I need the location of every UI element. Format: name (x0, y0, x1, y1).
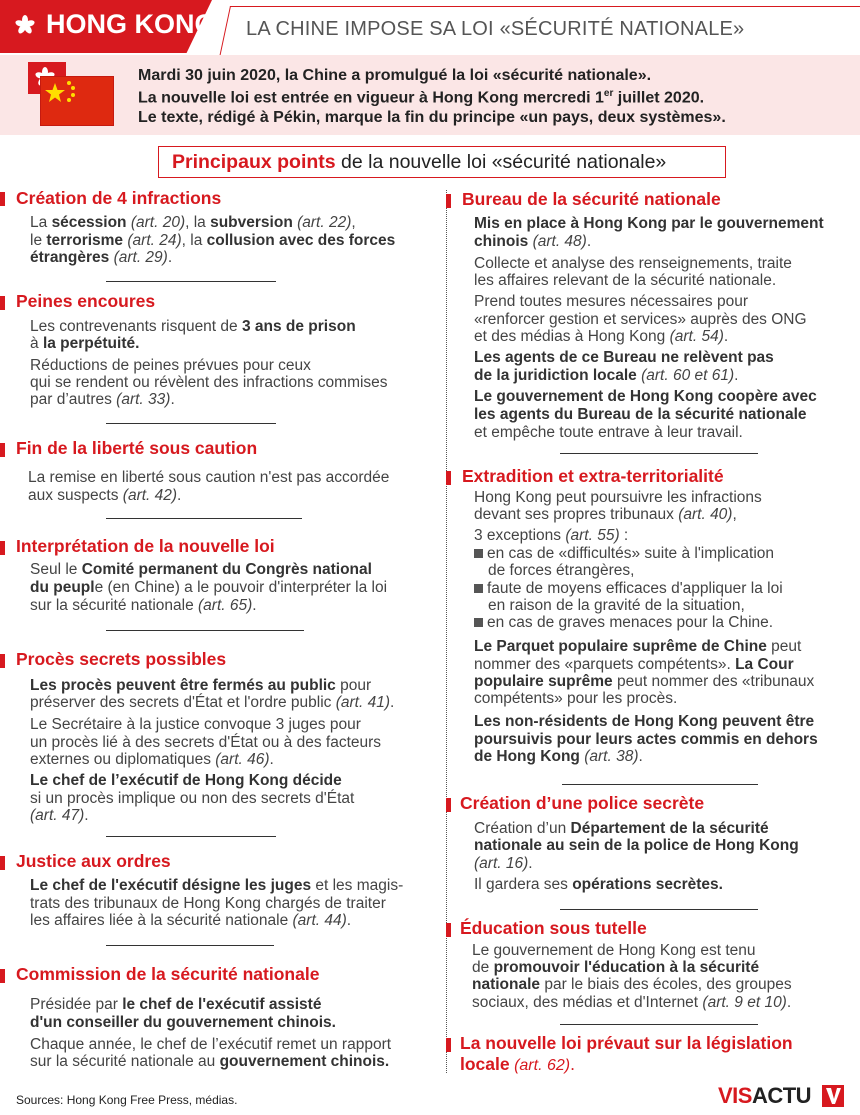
text-line: externes ou diplomatiques (art. 46). (30, 751, 274, 768)
text-line: le terrorisme (art. 24), la collusion avec des forces (30, 232, 396, 249)
bullet-icon (474, 584, 483, 593)
section-marker (0, 443, 5, 457)
text-line: de Hong Kong (art. 38). (474, 748, 643, 765)
text-line: chinois (art. 48). (474, 233, 592, 250)
separator (106, 945, 274, 946)
text-line: La remise en liberté sous caution n'est pas accordée (28, 469, 390, 486)
section-marker (0, 856, 5, 870)
text-line: si un procès implique ou non des secrets d'État (30, 790, 355, 807)
text-line: (art. 16). (474, 855, 533, 872)
section-title: Procès secrets possibles (16, 649, 227, 669)
bullet-icon (474, 549, 483, 558)
section-marker (0, 541, 5, 555)
text-line: de la juridiction locale (art. 60 et 61). (474, 367, 739, 384)
text-line: un procès lié à des secrets d'État ou à des facteurs (30, 734, 382, 751)
section-title: Création d’une police secrète (460, 793, 705, 813)
text-line: préserver des secrets d'État et l'ordre public (art. 41). (30, 694, 395, 711)
text-line: Réductions de peines prévues pour ceux (30, 357, 311, 374)
separator (560, 1024, 758, 1025)
section-marker (0, 296, 5, 310)
section-title: Interprétation de la nouvelle loi (16, 536, 275, 556)
visactu-logo-icon (822, 1085, 844, 1107)
page-title: LA CHINE IMPOSE SA LOI «SÉCURITÉ NATIONALE» (246, 18, 745, 40)
section-marker (0, 192, 5, 206)
text-line: Hong Kong peut poursuivre les infractions (474, 489, 762, 506)
bauhinia-icon (14, 14, 36, 36)
bullet-icon (474, 618, 483, 627)
text-line: Il gardera ses opérations secrètes. (474, 876, 723, 893)
text-line: Chaque année, le chef de l’exécutif remet un rapport (30, 1036, 392, 1053)
intro-line-3: Le texte, rédigé à Pékin, marque la fin du principe «un pays, deux systèmes». (138, 109, 726, 126)
text-line: compétents» pour les procès. (474, 690, 678, 707)
text-line: Les contrevenants risquent de 3 ans de prison (30, 318, 356, 335)
text-line: populaire suprême peut nommer des «tribunaux (474, 673, 815, 690)
text-line: «renforcer gestion et services» auprès des ONG (474, 311, 807, 328)
text-line: nationale par le biais des écoles, des groupes (472, 976, 792, 993)
separator (106, 518, 302, 519)
intro-line-1: Mardi 30 juin 2020, la Chine a promulgué la loi «sécurité nationale». (138, 67, 652, 84)
bullet-item: en cas de «difficultés» suite à l'implication (474, 545, 774, 562)
text-line: devant ses propres tribunaux (art. 40), (474, 506, 737, 523)
region-label: HONG KONG (46, 9, 216, 39)
sources-note: Sources: Hong Kong Free Press, médias. (16, 1093, 238, 1107)
text-line: les agents du Bureau de la sécurité nationale (474, 406, 807, 423)
section-title: Justice aux ordres (16, 851, 171, 871)
text-line: de promouvoir l'éducation à la sécurité (472, 959, 760, 976)
section-marker (446, 471, 451, 485)
text-line: Les agents de ce Bureau ne relèvent pas (474, 349, 774, 366)
text-line: Création d’un Département de la sécurité (474, 820, 769, 837)
section-marker (0, 969, 5, 983)
section-title: Commission de la sécurité nationale (16, 964, 320, 984)
section-marker (446, 923, 451, 937)
section-title: locale (art. 62). (460, 1054, 575, 1074)
section-title: Bureau de la sécurité nationale (462, 189, 721, 209)
text-line: trats des tribunaux de Hong Kong chargés de traiter (30, 895, 386, 912)
text-line: Les procès peuvent être fermés au public pour (30, 677, 372, 694)
text-line: les affaires liée à la sécurité nationale (art. 44). (30, 912, 352, 929)
section-marker (446, 798, 451, 812)
text-line: La sécession (art. 20), la subversion (art. 22), (30, 214, 356, 231)
text-line: à la perpétuité. (30, 335, 140, 352)
section-marker (446, 194, 451, 208)
section-title: Éducation sous tutelle (460, 918, 647, 938)
text-line: 3 exceptions (art. 55) : (474, 527, 629, 544)
text-line: nommer des «parquets compétents». La Cour (474, 656, 794, 673)
section-marker (0, 654, 5, 668)
section-title: Fin de la liberté sous caution (16, 438, 258, 458)
bullet-item: en cas de graves menaces pour la Chine. (474, 614, 773, 631)
text-line: qui se rendent ou révèlent des infractions commises (30, 374, 388, 391)
principaux-heading: Principaux points de la nouvelle loi «sécurité nationale» (172, 151, 667, 173)
separator (560, 453, 758, 454)
separator (106, 836, 276, 837)
separator (562, 784, 758, 785)
text-line: Mis en place à Hong Kong par le gouvernement (474, 215, 824, 232)
text-line: Les non-résidents de Hong Kong peuvent être (474, 713, 815, 730)
section-title: Peines encoures (16, 291, 156, 311)
text-line: Le Parquet populaire suprême de Chine peut (474, 638, 802, 655)
text-line: en raison de la gravité de la situation, (488, 597, 745, 614)
text-line: de forces étrangères, (488, 562, 635, 579)
text-line: (art. 47). (30, 807, 89, 824)
section-title: La nouvelle loi prévaut sur la législation (460, 1033, 793, 1053)
text-line: sur la sécurité nationale (art. 65). (30, 597, 257, 614)
text-line: Présidée par le chef de l'exécutif assisté (30, 996, 322, 1013)
text-line: sur la sécurité nationale au gouvernement chinois. (30, 1053, 390, 1070)
china-flag-icon (40, 76, 114, 126)
section-marker (446, 1038, 451, 1052)
text-line: du peuple (en Chine) a le pouvoir d'interpréter la loi (30, 579, 388, 596)
text-line: Collecte et analyse des renseignements, traite (474, 255, 792, 272)
section-title: Création de 4 infractions (16, 188, 222, 208)
text-line: Le gouvernement de Hong Kong est tenu (472, 942, 756, 959)
visactu-logo: VISACTU (718, 1083, 812, 1108)
text-line: Le gouvernement de Hong Kong coopère avec (474, 388, 817, 405)
text-line: poursuivis pour leurs actes commis en dehors (474, 731, 818, 748)
text-line: étrangères (art. 29). (30, 249, 173, 266)
separator (560, 909, 758, 910)
separator (106, 423, 276, 424)
text-line: aux suspects (art. 42). (28, 487, 182, 504)
text-line: Prend toutes mesures nécessaires pour (474, 293, 748, 310)
text-line: nationale au sein de la police de Hong Kong (474, 837, 799, 854)
text-line: sociaux, des médias et d'Internet (art. 9 et 10). (472, 994, 792, 1011)
text-line: Seul le Comité permanent du Congrès national (30, 561, 372, 578)
text-line: et des médias à Hong Kong (art. 54). (474, 328, 729, 345)
text-line: Le chef de l'exécutif désigne les juges et les magis- (30, 877, 404, 894)
text-line: et empêche toute entrave à leur travail. (474, 424, 743, 441)
text-line: par d’autres (art. 33). (30, 391, 175, 408)
intro-line-2: La nouvelle loi est entrée en vigueur à Hong Kong mercredi 1er juillet 2020. (138, 88, 705, 107)
text-line: les affaires relevant de la sécurité nationale. (474, 272, 777, 289)
text-line: Le Secrétaire à la justice convoque 3 juges pour (30, 716, 361, 733)
text-line: Le chef de l’exécutif de Hong Kong décide (30, 772, 342, 789)
bullet-item: faute de moyens efficaces d'appliquer la loi (474, 580, 783, 597)
section-title: Extradition et extra-territorialité (462, 466, 724, 486)
separator (106, 281, 276, 282)
text-line: d'un conseiller du gouvernement chinois. (30, 1014, 336, 1031)
separator (106, 630, 304, 631)
column-divider (446, 190, 447, 1073)
